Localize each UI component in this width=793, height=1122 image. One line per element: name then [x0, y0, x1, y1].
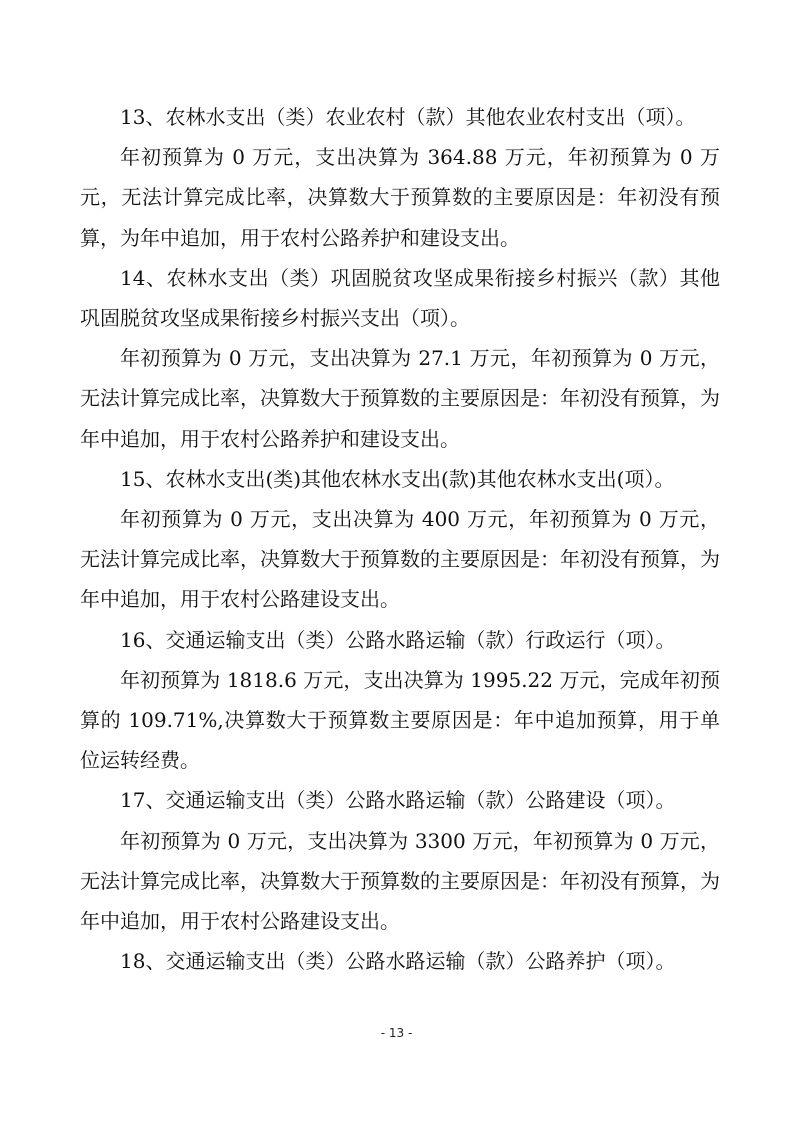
page-number: - 13 - — [380, 1026, 413, 1040]
section-13-body: 年初预算为 0 万元，支出决算为 364.88 万元，年初预算为 0 万元，无法计算完成比率，决算数大于预算数的主要原因是：年初没有预算，为年中追加，用于农村公路养护和建设支出。 — [80, 145, 720, 250]
section-15-body: 年初预算为 0 万元，支出决算为 400 万元，年初预算为 0 万元，无法计算完成比率，决算数大于预算数的主要原因是：年初没有预算，为年中追加，用于农村公路建设支出。 — [80, 507, 720, 612]
section-18-heading: 18、交通运输支出（类）公路水路运输（款）公路养护（项）。 — [120, 949, 676, 974]
section-14-heading: 14、农林水支出（类）巩固脱贫攻坚成果衔接乡村振兴（款）其他巩固脱贫攻坚成果衔接乡村振兴支出（项）。 — [80, 265, 720, 331]
section-17-body: 年初预算为 0 万元，支出决算为 3300 万元，年初预算为 0 万元，无法计算完成比率，决算数大于预算数的主要原因是：年初没有预算，为年中追加，用于农村公路建设支出。 — [80, 828, 720, 934]
section-13-heading: 13、农林水支出（类）农业农村（款）其他农业农村支出（项）。 — [120, 105, 696, 129]
section-14-body: 年初预算为 0 万元，支出决算为 27.1 万元，年初预算为 0 万元，无法计算完成比率，决算数大于预算数的主要原因是：年初没有预算，为年中追加，用于农村公路养护和建设支出。 — [80, 346, 720, 451]
section-16-body: 年初预算为 1818.6 万元，支出决算为 1995.22 万元，完成年初预算的 109.71%,决算数大于预算数主要原因是：年中追加预算，用于单位运转经费。 — [80, 667, 720, 773]
section-15-heading: 15、农林水支出(类)其他农林水支出(款)其他农林水支出(项）。 — [120, 466, 675, 491]
document-body — [80, 97, 720, 981]
section-16-heading: 16、交通运输支出（类）公路水路运输（款）行政运行（项）。 — [120, 627, 676, 652]
section-17-heading: 17、交通运输支出（类）公路水路运输（款）公路建设（项）。 — [120, 788, 676, 813]
